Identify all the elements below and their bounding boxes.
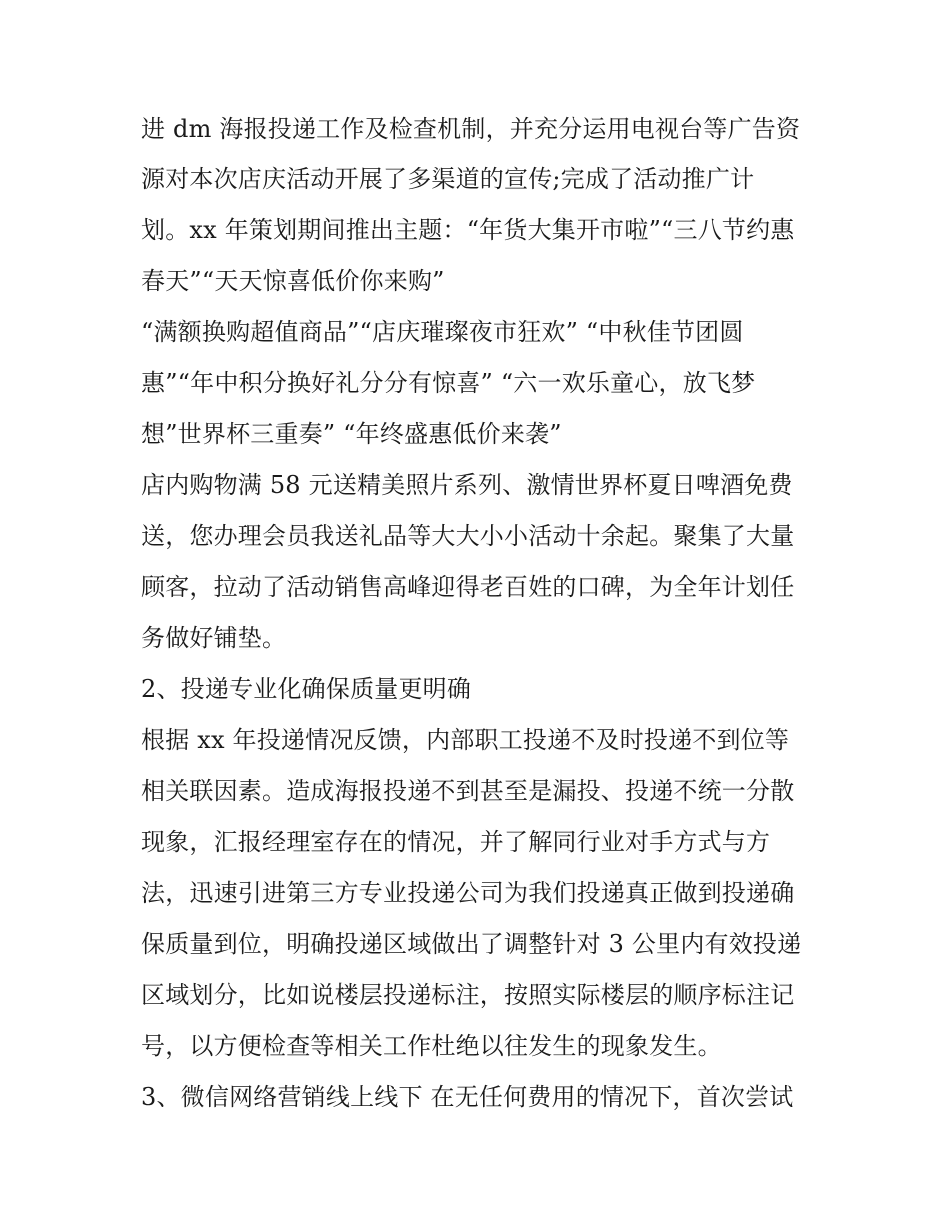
paragraph-line: 号，以方便检查等相关工作杜绝以往发生的现象发生。 (141, 1032, 722, 1060)
paragraph-line: “满额换购超值商品”“店庆璀璨夜市狂欢” “中秋佳节团圆 (141, 318, 744, 346)
paragraph-line: 惠”“年中积分换好礼分分有惊喜” “六一欢乐童心，放飞梦 (141, 369, 756, 397)
paragraph-line: 根据 xx 年投递情况反馈，内部职工投递不及时投递不到位等 (141, 726, 790, 754)
paragraph-line: 春天”“天天惊喜低价你来购” (141, 267, 445, 295)
paragraph-line: 源对本次店庆活动开展了多渠道的宣传;完成了活动推广计 (141, 165, 755, 193)
paragraph-line: 送，您办理会员我送礼品等大大小小活动十余起。聚集了大量 (141, 522, 795, 550)
paragraph-line: 划。xx 年策划期间推出主题：“年货大集开市啦”“三八节约惠 (141, 216, 795, 244)
paragraph-line: 店内购物满 58 元送精美照片系列、激情世界杯夏日啤酒免费 (141, 471, 793, 499)
section-heading: 2、投递专业化确保质量更明确 (141, 675, 472, 703)
paragraph-line: 务做好铺垫。 (141, 624, 287, 652)
section-heading: 3、微信网络营销线上线下 在无任何费用的情况下，首次尝试 (141, 1083, 794, 1111)
paragraph-line: 进 dm 海报投递工作及检查机制，并充分运用电视台等广告资 (141, 115, 801, 143)
paragraph-line: 现象，汇报经理室存在的情况，并了解同行业对手方式与方 (141, 828, 771, 856)
paragraph-line: 区域划分，比如说楼层投递标注，按照实际楼层的顺序标注记 (141, 981, 795, 1009)
paragraph-line: 顾客，拉动了活动销售高峰迎得老百姓的口碑，为全年计划任 (141, 573, 795, 601)
paragraph-line: 法，迅速引进第三方专业投递公司为我们投递真正做到投递确 (141, 879, 795, 907)
paragraph-line: 保质量到位，明确投递区域做出了调整针对 3 公里内有效投递 (141, 930, 802, 958)
paragraph-line: 相关联因素。造成海报投递不到甚至是漏投、投递不统一分散 (141, 777, 795, 805)
paragraph-line: 想”世界杯三重奏” “年终盛惠低价来袭” (141, 420, 562, 448)
